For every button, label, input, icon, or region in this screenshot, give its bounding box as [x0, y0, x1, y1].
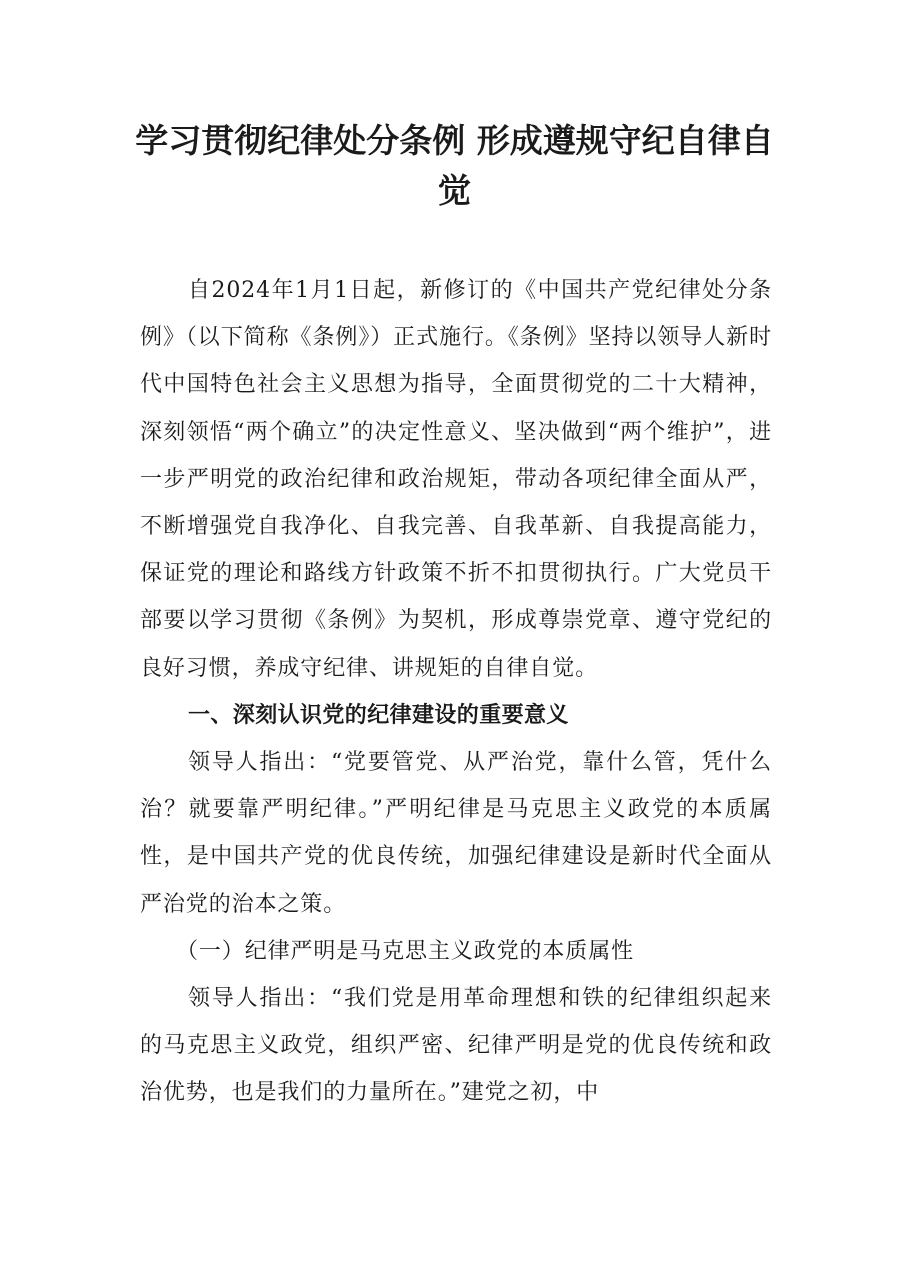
intro-paragraph: 自2024年1月1日起，新修订的《中国共产党纪律处分条例》（以下简称《条例》）正式施行。《条例》坚持以领导人新时代中国特色社会主义思想为指导，全面贯彻党的二十大精神，深刻领悟“两个确立”的决定性意义、坚决做到“两个维护”，进一步严明党的政治纪律和政治规矩，带动各项纪律全面从严，不断增强党自我净化、自我完善、自我革新、自我提高能力，保证党的理论和路线方针政策不折不扣贯彻执行。广大党员干部要以学习贯彻《条例》为契机，形成尊崇党章、遵守党纪的良好习惯，养成守纪律、讲规矩的自律自觉。: [140, 278, 772, 681]
document-body: [140, 267, 772, 1117]
section-1-paragraph: 领导人指出：“党要管党、从严治党，靠什么管，凭什么治？就要靠严明纪律。”严明纪律是马克思主义政党的本质属性，是中国共产党的优良传统，加强纪律建设是新时代全面从严治党的治本之策。: [140, 750, 772, 917]
subsection-heading-1: （一）纪律严明是马克思主义政党的本质属性: [176, 938, 635, 964]
section-heading-1: 一、深刻认识党的纪律建设的重要意义: [188, 702, 569, 728]
document-title: 学习贯彻纪律处分条例 形成遵规守纪自律自觉: [135, 121, 774, 210]
subsection-1-paragraph: 领导人指出：“我们党是用革命理想和铁的纪律组织起来的马克思主义政党，组织严密、纪律严明是党的优良传统和政治优势，也是我们的力量所在。”建党之初，中: [140, 986, 772, 1106]
